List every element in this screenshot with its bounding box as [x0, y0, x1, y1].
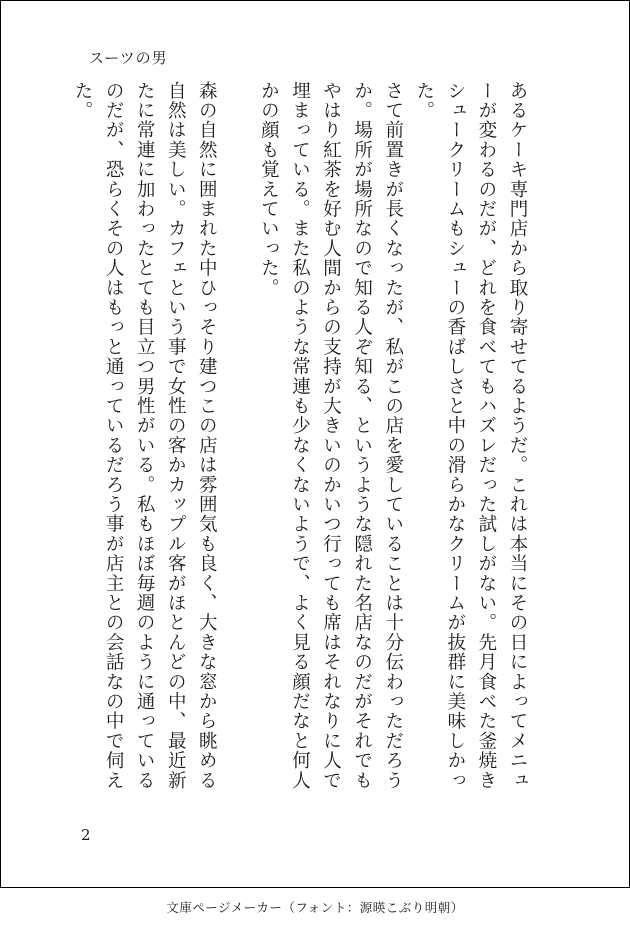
paragraph: あるケーキ専門店から取り寄せてるようだ。これは本当にその日によってメニューが変わるのだが、どれを食べてもハズレだった試しがない。先月食べた釜焼きシュークリームもシューの香ばしさと中の滑らかなクリームが抜群に美味しかった。: [413, 81, 528, 791]
paragraph: さて前置きが長くなったが、私がこの店を愛していることは十分伝わっただろうか。場所が場所なので知る人ぞ知る、というような隠れた名店なのだがそれでもやはり紅茶を好む人間からの支持が大きいのかいつ行っても席はそれなりに人で埋まっている。また私のような常連も少なくないようで、よく見る顔だなと何人かの顔も覚えていった。: [258, 81, 404, 791]
vertical-body-text: [73, 81, 533, 801]
footer-credit: 文庫ページメーカー（フォント：源暎こぶり明朝）: [166, 900, 464, 915]
paragraph: 森の自然に囲まれた中ひっそり建つこの店は雰囲気も良く、大きな窓から眺める自然は美しい。カフェという事で女性の客かカップル客がほとんどの中、最近新たに常連に加わったとても目立つ男性がいる。私もほぼ毎週のように通っているのだが、恐らくその人はもっと通っているだろう事が店主との会話なの中で伺えた。: [71, 81, 218, 791]
page-number: 2: [81, 826, 91, 844]
running-header-title: スーツの男: [89, 49, 168, 67]
